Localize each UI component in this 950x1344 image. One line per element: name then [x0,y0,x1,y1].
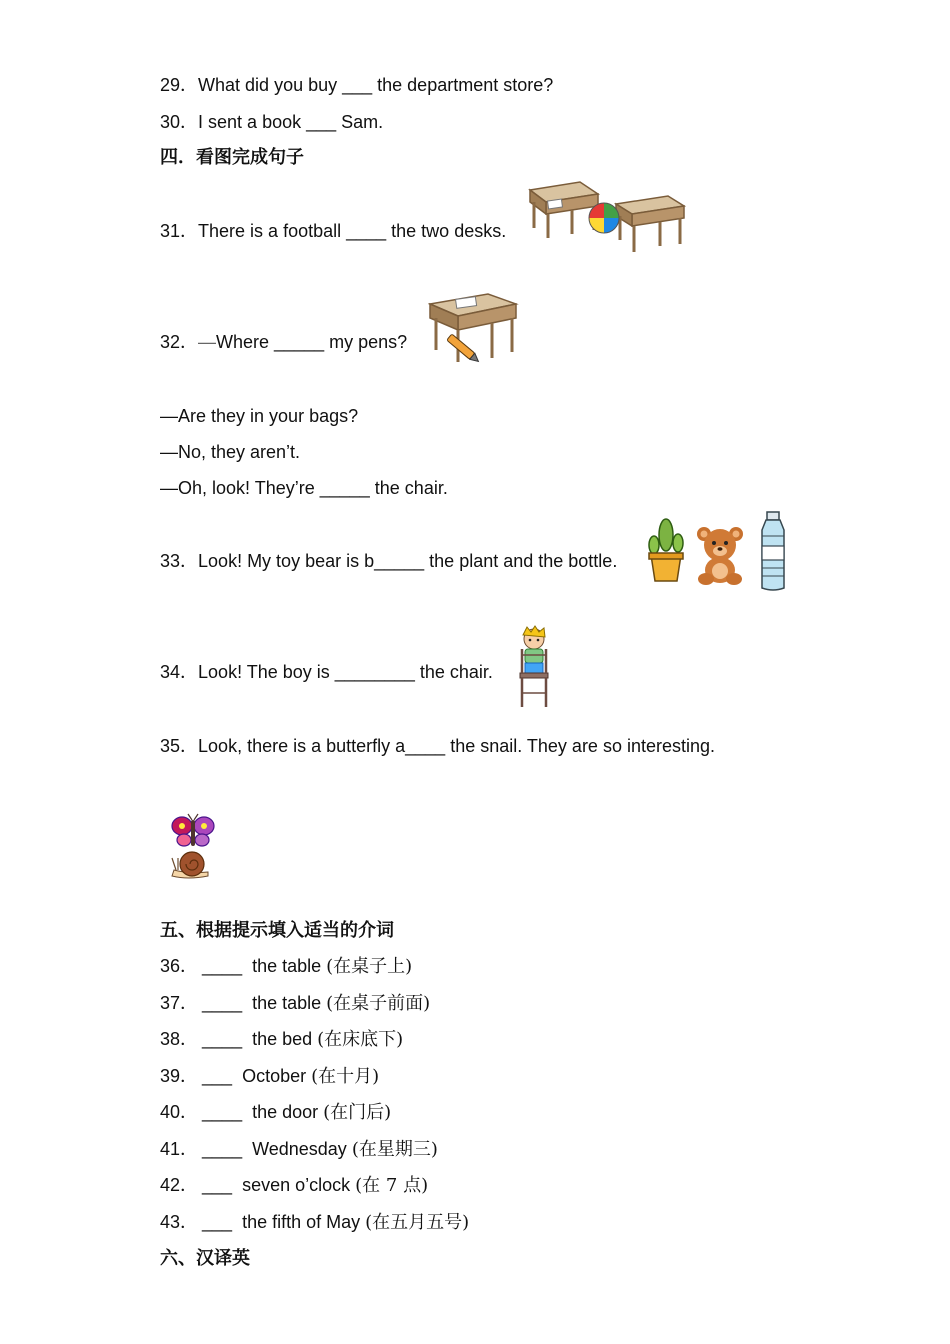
question-number: 36． [160,956,199,976]
answer-blank: ___ [202,1212,233,1232]
section-iv-heading: 四．看图完成句子 [160,147,304,168]
question-text: There is a football ____ the two desks. [198,221,507,241]
question-35 [160,735,715,757]
chinese-hint: (在桌子上) [326,956,413,977]
chinese-hint: (在十月) [311,1066,380,1087]
answer-blank: ____ [202,993,243,1013]
question-31 [160,220,506,242]
question-37 [160,992,430,1015]
question-number: 38． [160,1029,199,1049]
question-38 [160,1028,403,1051]
question-text: Where _____ my pens? [216,332,408,352]
question-text: Look, there is a butterfly a____ the snail. They are so interesting. [198,736,716,756]
plant-icon [645,517,687,583]
question-36 [160,955,412,978]
english-phrase: the table [252,956,322,976]
question-29 [160,74,553,96]
answer-blank: ___ [202,1066,233,1086]
dialog-dash: — [198,332,217,352]
question-number: 32． [160,332,199,352]
answer-blank: ____ [202,1102,243,1122]
question-41 [160,1138,438,1161]
question-number: 43． [160,1212,199,1232]
chinese-hint: (在桌子前面) [326,993,431,1014]
chinese-hint: (在星期三) [351,1139,438,1160]
question-text: What did you buy ___ the department store? [198,75,554,95]
question-42 [160,1174,428,1197]
question-33 [160,550,617,572]
question-number: 42． [160,1175,199,1195]
teddy-bear-icon [692,525,748,585]
english-phrase: seven o’clock [242,1175,351,1195]
english-phrase: the table [252,993,322,1013]
english-phrase: October [242,1066,307,1086]
question-34 [160,661,493,683]
water-bottle-icon [758,510,788,592]
question-number: 39． [160,1066,199,1086]
question-number: 31． [160,221,199,241]
desk-pen-icon [428,290,520,365]
question-text: Look! The boy is ________ the chair. [198,662,493,682]
question-number: 37． [160,993,199,1013]
chinese-hint: (在 7 点) [355,1175,429,1196]
question-number: 41． [160,1139,199,1159]
chinese-hint: (在床底下) [317,1029,404,1050]
answer-blank: ___ [202,1175,233,1195]
chinese-hint: (在门后) [323,1102,392,1123]
answer-blank: ____ [202,956,243,976]
english-phrase: Wednesday [252,1139,347,1159]
butterfly-snail-icon [168,812,218,882]
answer-blank: ____ [202,1029,243,1049]
question-number: 33． [160,551,199,571]
dialog-line-1: —Are they in your bags? [160,406,359,426]
english-phrase: the bed [252,1029,313,1049]
dialog-line-3: —Oh, look! They’re _____ the chair. [160,478,448,498]
dialog-line-2: —No, they aren’t. [160,442,301,462]
answer-blank: ____ [202,1139,243,1159]
question-32 [160,331,407,353]
question-number: 30． [160,112,199,132]
question-number: 34． [160,662,199,682]
question-30 [160,111,383,133]
section-vi-heading: 六、汉译英 [160,1248,250,1269]
chinese-hint: (在五月五号) [365,1212,470,1233]
question-number: 40． [160,1102,199,1122]
question-number: 35． [160,736,199,756]
english-phrase: the fifth of May [242,1212,361,1232]
question-40 [160,1101,391,1124]
section-v-heading: 五、根据提示填入适当的介词 [160,920,394,941]
question-number: 29． [160,75,199,95]
boy-on-chair-icon [512,625,556,709]
question-43 [160,1211,469,1234]
english-phrase: the door [252,1102,319,1122]
desks-ball-icon [528,180,688,255]
question-39 [160,1065,379,1088]
question-text: Look! My toy bear is b_____ the plant and the bottle. [198,551,618,571]
question-text: I sent a book ___ Sam. [198,112,384,132]
